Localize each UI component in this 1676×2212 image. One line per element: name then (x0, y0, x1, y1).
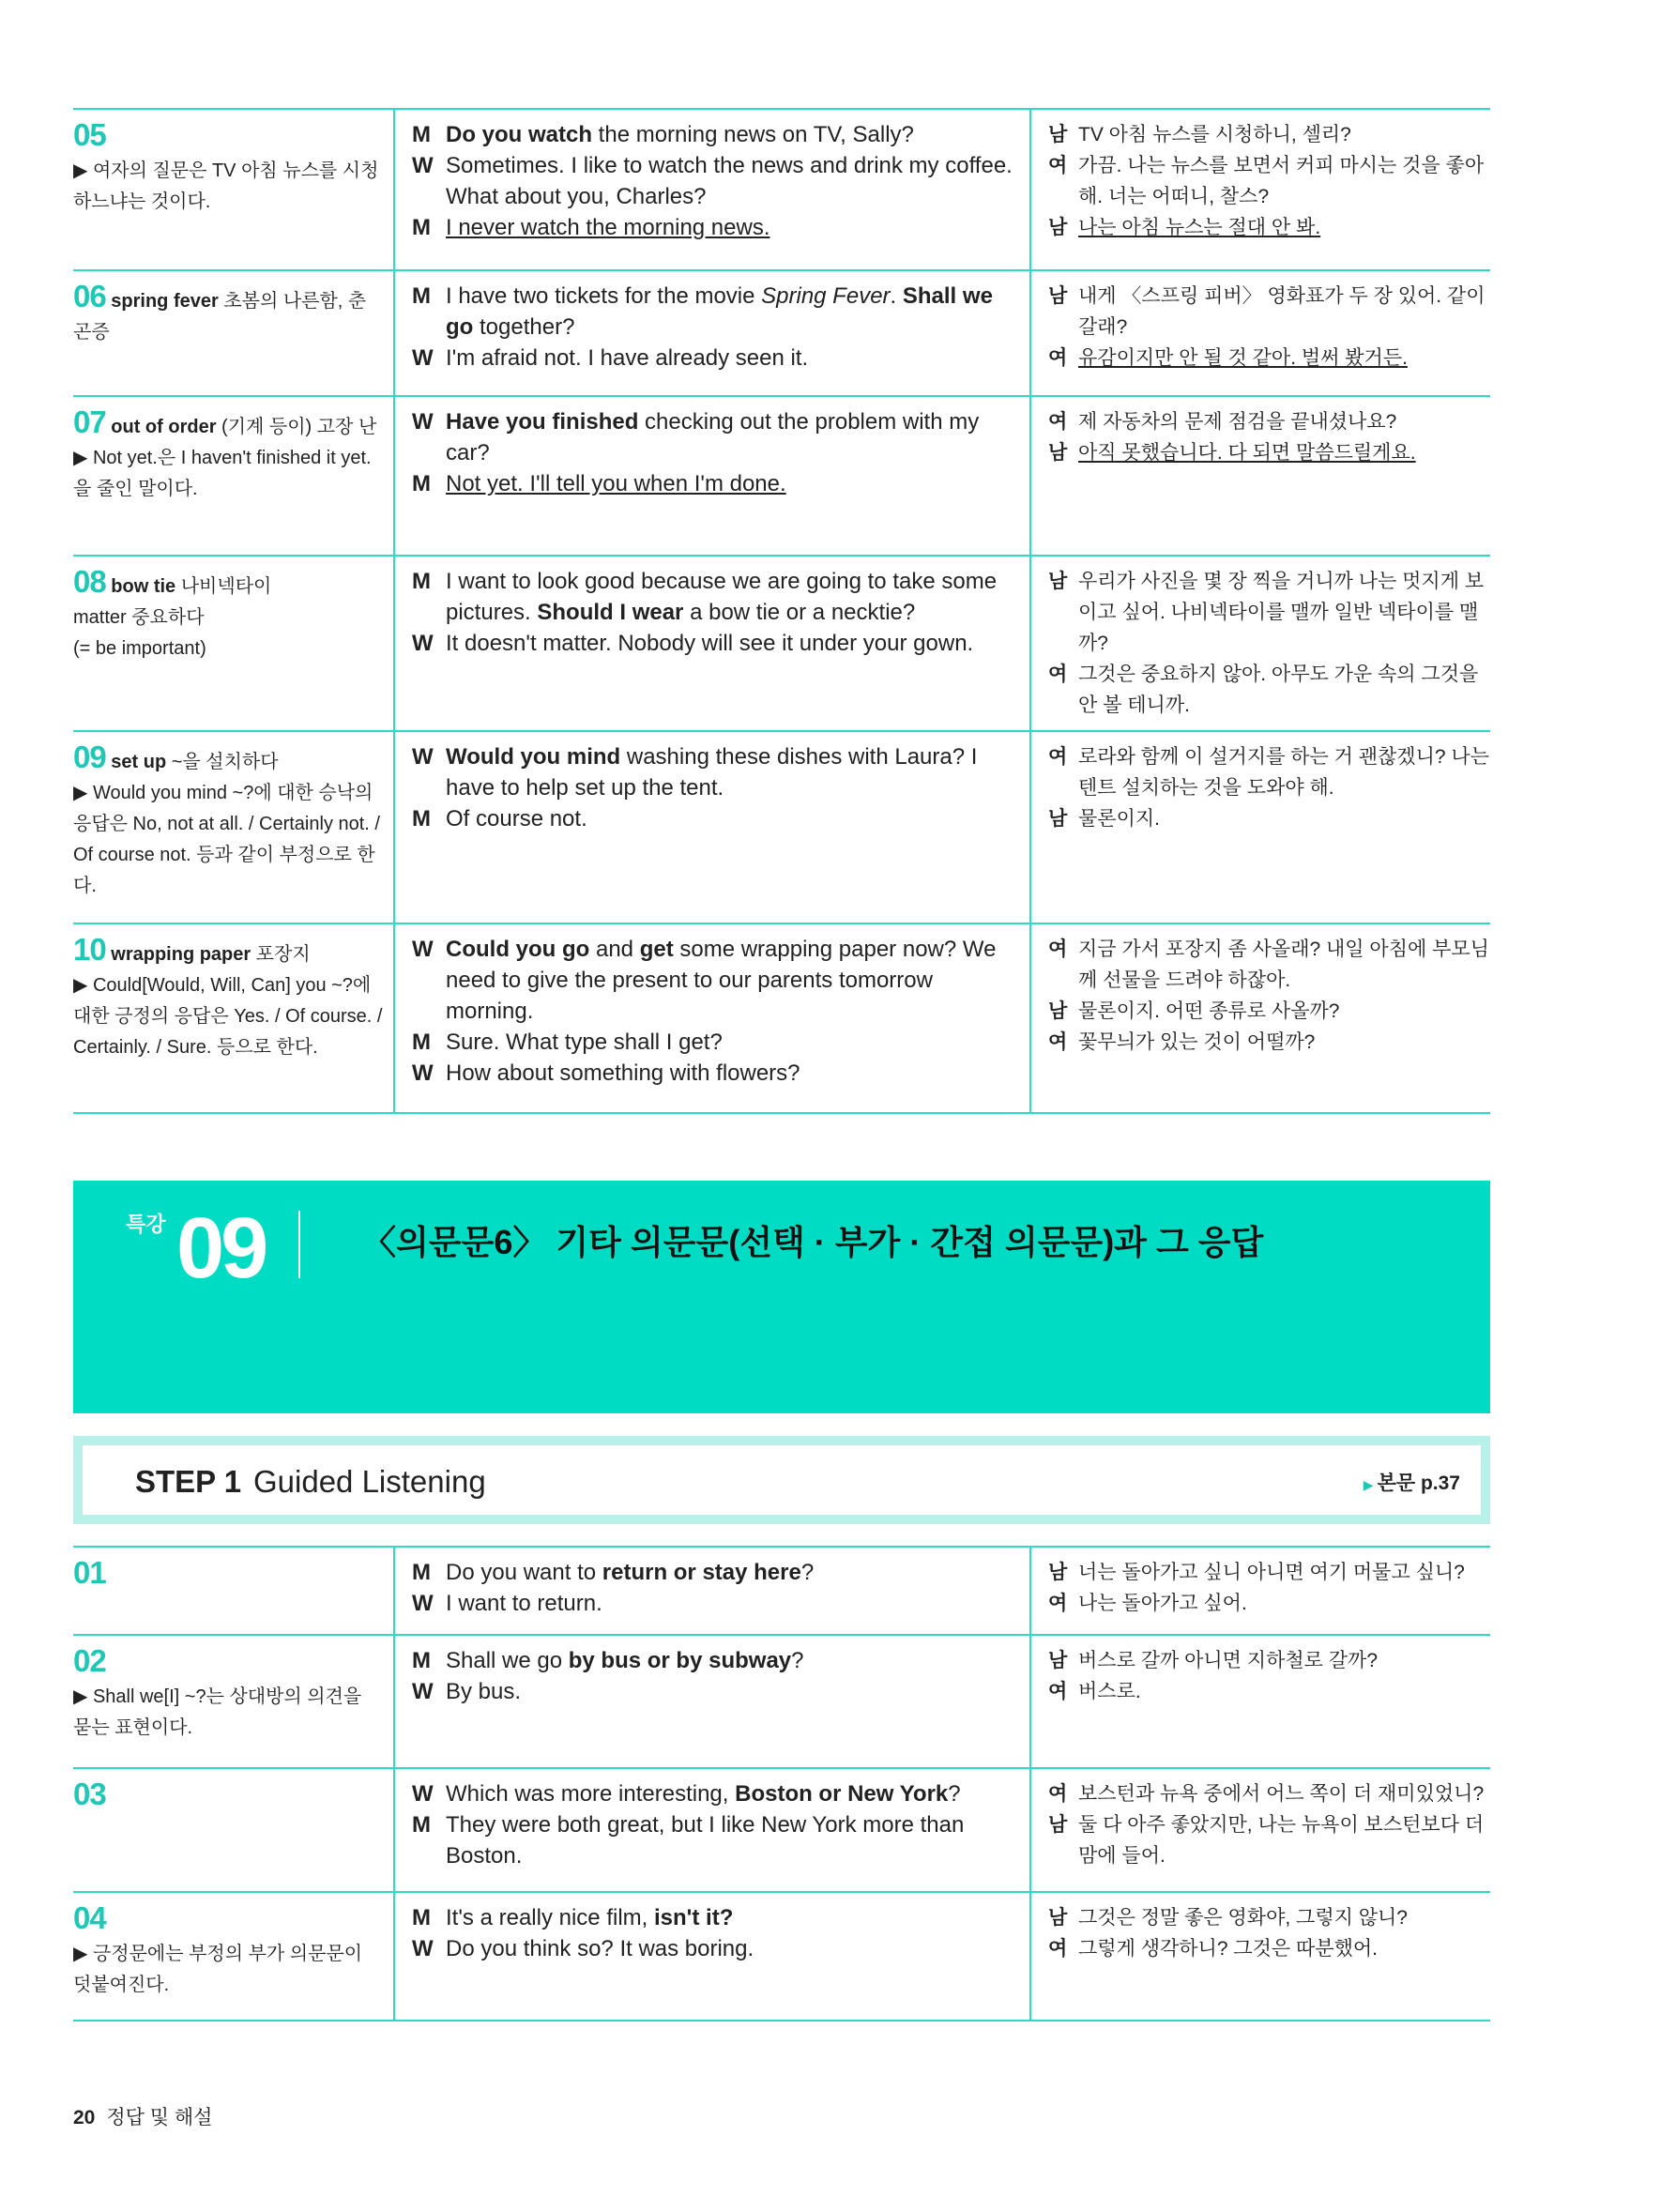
translation-text (1078, 1588, 1490, 1619)
step-label: STEP 1 (135, 1464, 242, 1499)
dialogue-cell (395, 732, 1031, 923)
text-segment: Sure. What type shall I get? (446, 1030, 723, 1055)
text-segment: 아직 못했습니다. 다 되면 말씀드릴게요. (1078, 442, 1416, 464)
dialogue-text (446, 1809, 1016, 1871)
item-head (73, 119, 384, 156)
speaker-label: W (412, 937, 434, 962)
translation-cell (1031, 732, 1490, 923)
text-segment: Shall we go (446, 283, 993, 340)
speaker-label: 남 (1048, 1000, 1068, 1022)
dialogue-text (446, 803, 1016, 834)
text-segment: together? (473, 314, 575, 340)
note-cell (73, 271, 395, 395)
speaker-label: 남 (1048, 1562, 1068, 1583)
dialogue-line (412, 1027, 1016, 1058)
dialogue-line (412, 1645, 1016, 1676)
speaker-label: 여 (1048, 1938, 1068, 1960)
translation-line (1048, 566, 1490, 659)
text-segment: 내게 〈스프링 피버〉 영화표가 두 장 있어. 같이 갈래? (1078, 285, 1486, 338)
dialogue-text (446, 1588, 1016, 1619)
text-segment: 나는 아침 뉴스는 절대 안 봐. (1078, 217, 1321, 238)
translation-line (1048, 1027, 1490, 1058)
speaker-label: 여 (1048, 1031, 1068, 1053)
item-number: 04 (73, 1900, 106, 1935)
text-segment: 그렇게 생각하니? 그것은 따분했어. (1078, 1938, 1379, 1960)
speaker-label: M (412, 283, 431, 309)
speaker-label: 남 (1048, 1907, 1068, 1929)
speaker-label: 남 (1048, 1650, 1068, 1671)
text-segment: Have you finished (446, 409, 639, 435)
dialogue-line (412, 150, 1016, 212)
text-segment: I'm afraid not. I have already seen it. (446, 345, 809, 371)
vocab-term: set up (105, 752, 167, 772)
table-row (73, 395, 1490, 555)
text-segment: 둘 다 아주 좋았지만, 나는 뉴욕이 보스턴보다 더 맘에 들어. (1078, 1814, 1485, 1867)
vocab-gloss: (기계 등이) 고장 난 (216, 417, 377, 437)
translation-cell (1031, 924, 1490, 1112)
note-cell (73, 397, 395, 555)
item-number: 02 (73, 1643, 106, 1678)
translation-cell (1031, 1548, 1490, 1634)
text-segment: 그것은 중요하지 않아. 아무도 가운 속의 그것을 안 볼 테니까. (1078, 664, 1479, 716)
translation-line (1048, 1809, 1490, 1871)
text-segment: Would you mind (446, 744, 621, 770)
speaker-label: M (412, 471, 431, 496)
translation-text (1078, 119, 1490, 150)
item-number: 08 (73, 564, 106, 599)
speaker-label: 여 (1048, 664, 1068, 685)
text-segment: How about something with flowers? (446, 1060, 800, 1086)
speaker-label: 여 (1048, 1681, 1068, 1702)
note-cell (73, 1548, 395, 1634)
text-segment: Of course not. (446, 806, 587, 831)
text-segment: checking out the problem with my car? (446, 409, 980, 465)
dialogue-cell (395, 1548, 1031, 1634)
speaker-label: W (412, 744, 434, 770)
translation-text (1078, 1027, 1490, 1058)
text-segment: 제 자동차의 문제 점검을 끝내셨나요? (1078, 411, 1397, 433)
dialogue-line (412, 1809, 1016, 1871)
speaker-label: M (412, 1812, 431, 1838)
speaker-label: W (412, 409, 434, 435)
dialogue-text (446, 1027, 1016, 1058)
translation-line (1048, 1778, 1490, 1809)
text-segment: I never watch the morning news. (446, 215, 770, 240)
lecture-label: 특강 (126, 1213, 166, 1236)
text-segment: washing these dishes with Laura? I have to help set up the tent. (446, 744, 978, 801)
table-row (73, 555, 1490, 730)
text-segment: Not yet. I'll tell you when I'm done. (446, 471, 786, 496)
speaker-label: 여 (1048, 1783, 1068, 1805)
note-cell (73, 1893, 395, 2020)
dialogue-cell (395, 1893, 1031, 2020)
speaker-label: 여 (1048, 347, 1068, 369)
speaker-label: W (412, 345, 434, 371)
dialogue-line (412, 741, 1016, 803)
table-row (73, 108, 1490, 269)
text-segment: the morning news on TV, Sally? (592, 122, 914, 147)
speaker-label: W (412, 153, 434, 178)
text-segment: Sometimes. I like to watch the news and drink my coffee. What about you, Charles? (446, 153, 1013, 209)
table-row (73, 923, 1490, 1114)
vocab-gloss: 포장지 (251, 944, 311, 965)
dialogue-text (446, 406, 1016, 468)
vocab-term: out of order (105, 417, 217, 437)
translation-text (1078, 659, 1490, 721)
text-segment: Do you want to (446, 1560, 602, 1585)
dialogue-line (412, 1933, 1016, 1964)
dialogue-line (412, 212, 1016, 243)
dialogue-text (446, 150, 1016, 212)
dialogue-cell (395, 1636, 1031, 1767)
vocab-gloss: 나비넥타이 (175, 576, 272, 597)
translation-line (1048, 1645, 1490, 1676)
speaker-label: W (412, 1591, 434, 1616)
text-segment: It doesn't matter. Nobody will see it under your gown. (446, 631, 974, 656)
item-number: 01 (73, 1555, 106, 1590)
translation-text (1078, 996, 1490, 1027)
translation-text (1078, 437, 1490, 468)
explanation-note: matter 중요하다 (73, 607, 205, 628)
speaker-label: 여 (1048, 155, 1068, 176)
dialogue-text (446, 1933, 1016, 1964)
note-cell (73, 1636, 395, 1767)
translation-cell (1031, 271, 1490, 395)
text-segment: I have two tickets for the movie (446, 283, 762, 309)
text-segment: It's a really nice film, (446, 1905, 654, 1930)
speaker-label: 남 (1048, 571, 1068, 592)
explanation-note: ▶ Would you mind ~?에 대한 승낙의 응답은 No, not at all. / Certainly not. / Of course not. 등과 같이 부정으로 한다. (73, 783, 380, 896)
text-segment: Should I wear (537, 600, 684, 625)
dialogue-line (412, 119, 1016, 150)
dialogue-line (412, 1588, 1016, 1619)
dialogue-line (412, 566, 1016, 628)
dialogue-cell (395, 557, 1031, 730)
text-segment: some wrapping paper now? We need to give the present to our parents tomorrow morning. (446, 937, 997, 1024)
vocab-term: bow tie (105, 576, 176, 597)
dialogue-text (446, 1058, 1016, 1089)
text-segment: Spring Fever (761, 283, 891, 309)
banner-divider (298, 1211, 300, 1278)
table-row (73, 1767, 1490, 1891)
translation-text (1078, 1778, 1490, 1809)
item-number: 07 (73, 404, 106, 439)
vocab-term: spring fever (105, 291, 219, 312)
dialogue-text (446, 934, 1016, 1027)
page-reference (1364, 1468, 1460, 1496)
translation-line (1048, 343, 1490, 374)
dialogue-line (412, 628, 1016, 659)
table-row (73, 1546, 1490, 1634)
dialogue-text (446, 281, 1016, 343)
translation-line (1048, 659, 1490, 721)
speaker-label: M (412, 806, 431, 831)
step-header (73, 1436, 1490, 1524)
item-head (73, 1557, 384, 1594)
translation-line (1048, 741, 1490, 803)
translation-cell (1031, 1636, 1490, 1767)
text-segment: a bow tie or a necktie? (683, 600, 916, 625)
translation-line (1048, 1902, 1490, 1933)
dialogue-text (446, 343, 1016, 374)
item-head (73, 934, 384, 970)
dialogue-text (446, 1902, 1016, 1933)
dialogue-text (446, 1778, 1016, 1809)
footer-label: 정답 및 해설 (106, 2107, 213, 2128)
text-segment: by bus or by subway (568, 1648, 792, 1673)
dialogue-text (446, 566, 1016, 628)
dialogue-line (412, 406, 1016, 468)
text-segment: 나는 돌아가고 싶어. (1078, 1593, 1247, 1614)
translation-cell (1031, 1769, 1490, 1891)
speaker-label: M (412, 1030, 431, 1055)
text-segment: They were both great, but I like New York more than Boston. (446, 1812, 965, 1869)
dialogue-text (446, 1676, 1016, 1707)
translation-text (1078, 934, 1490, 996)
speaker-label: 남 (1048, 217, 1068, 238)
text-segment: Do you watch (446, 122, 593, 147)
item-head (73, 1778, 384, 1815)
note-cell (73, 924, 395, 1112)
note-cell (73, 557, 395, 730)
text-segment: Shall we go (446, 1648, 569, 1673)
text-segment: Which was more interesting, (446, 1781, 736, 1807)
explanation-note: ▶ Not yet.은 I haven't finished it yet.을 줄인 말이다. (73, 448, 372, 499)
text-segment: 버스로. (1078, 1681, 1141, 1702)
translation-cell (1031, 1893, 1490, 2020)
translation-text (1078, 281, 1490, 343)
step-title: Guided Listening (253, 1464, 486, 1499)
speaker-label: 남 (1048, 442, 1068, 464)
page-number: 20 (73, 2107, 96, 2128)
table-row (73, 730, 1490, 923)
translation-line (1048, 996, 1490, 1027)
lecture-banner (73, 1181, 1490, 1413)
dialogue-line (412, 343, 1016, 374)
explanation-note: ▶ Shall we[I] ~?는 상대방의 의견을 묻는 표현이다. (73, 1686, 362, 1738)
dialogue-text (446, 741, 1016, 803)
text-segment: 지금 가서 포장지 좀 사올래? 내일 아침에 부모님께 선물을 드려야 하잖아. (1078, 938, 1489, 991)
dialogue-cell (395, 271, 1031, 395)
item-head (73, 406, 384, 443)
translation-cell (1031, 397, 1490, 555)
translation-text (1078, 406, 1490, 437)
speaker-label: M (412, 122, 431, 147)
speaker-label: M (412, 569, 431, 594)
item-number: 05 (73, 117, 106, 152)
text-segment: 너는 돌아가고 싶니 아니면 여기 머물고 싶니? (1078, 1562, 1465, 1583)
translation-text (1078, 1676, 1490, 1707)
translation-text (1078, 1645, 1490, 1676)
speaker-label: 남 (1048, 285, 1068, 307)
explanation-note: ▶ Could[Would, Will, Can] you ~?에 대한 긍정의 응답은 Yes. / Of course. / Certainly. / Sure. 등으로 한다. (73, 975, 383, 1058)
translation-line (1048, 150, 1490, 212)
dialogue-text (446, 468, 1016, 499)
explanation-note: ▶ 긍정문에는 부정의 부가 의문문이 덧붙여진다. (73, 1944, 363, 1995)
speaker-label: M (412, 215, 431, 240)
text-segment: 꽃무늬가 있는 것이 어떨까? (1078, 1031, 1316, 1053)
table-row (73, 1634, 1490, 1767)
translation-text (1078, 1557, 1490, 1588)
speaker-label: 남 (1048, 1814, 1068, 1836)
translation-line (1048, 119, 1490, 150)
translation-line (1048, 1557, 1490, 1588)
item-head (73, 1645, 384, 1682)
speaker-label: 남 (1048, 808, 1068, 830)
item-head (73, 566, 384, 603)
triangle-icon: ▶ (1363, 1477, 1374, 1492)
text-segment: and (589, 937, 640, 962)
vocab-term: wrapping paper (105, 944, 251, 965)
vocab-gloss: 초봄의 나른함, 춘곤증 (73, 291, 367, 343)
translation-text (1078, 150, 1490, 212)
speaker-label: M (412, 1648, 431, 1673)
text-segment: I want to look good because we are going to take some pictures. (446, 569, 998, 625)
text-segment: By bus. (446, 1679, 522, 1704)
text-segment: TV 아침 뉴스를 시청하니, 셀리? (1078, 124, 1351, 145)
translation-line (1048, 803, 1490, 834)
table-row (73, 269, 1490, 395)
speaker-label: 여 (1048, 411, 1068, 433)
speaker-label: 여 (1048, 746, 1068, 768)
translation-line (1048, 934, 1490, 996)
translation-text (1078, 1902, 1490, 1933)
lecture-number: 09 (176, 1200, 266, 1296)
text-segment: return or stay here (602, 1560, 801, 1585)
translation-line (1048, 212, 1490, 243)
item-number: 10 (73, 932, 106, 967)
explanation-note: ▶ 여자의 질문은 TV 아침 뉴스를 시청하느냐는 것이다. (73, 160, 379, 212)
dialogue-cell (395, 924, 1031, 1112)
dialogue-text (446, 1557, 1016, 1588)
item-head (73, 1902, 384, 1939)
text-segment: I want to return. (446, 1591, 602, 1616)
text-segment: ? (800, 1560, 815, 1585)
speaker-label: W (412, 1060, 434, 1086)
text-segment: 물론이지. (1078, 808, 1160, 830)
dialogue-text (446, 628, 1016, 659)
dialogue-line (412, 1778, 1016, 1809)
translation-line (1048, 1676, 1490, 1707)
dialogue-line (412, 1902, 1016, 1933)
speaker-label: 남 (1048, 124, 1068, 145)
translation-line (1048, 1588, 1490, 1619)
dialogue-line (412, 468, 1016, 499)
translation-text (1078, 741, 1490, 803)
text-segment: Could you go (446, 937, 590, 962)
vocab-gloss: ~을 설치하다 (166, 752, 279, 772)
translation-text (1078, 343, 1490, 374)
translation-cell (1031, 557, 1490, 730)
item-head (73, 741, 384, 778)
note-cell (73, 732, 395, 923)
translation-text (1078, 566, 1490, 659)
table-row (73, 1891, 1490, 2021)
text-segment: 보스턴과 뉴욕 중에서 어느 쪽이 더 재미있었니? (1078, 1783, 1485, 1805)
answer-table-top (73, 108, 1490, 1114)
dialogue-text (446, 119, 1016, 150)
answer-table-bottom (73, 1546, 1490, 2021)
dialogue-cell (395, 397, 1031, 555)
text-segment: isn't it? (653, 1905, 734, 1930)
speaker-label: W (412, 1679, 434, 1704)
text-segment: ? (948, 1781, 961, 1807)
text-segment: . (890, 283, 903, 309)
dialogue-line (412, 281, 1016, 343)
item-number: 06 (73, 279, 106, 313)
text-segment: 그것은 정말 좋은 영화야, 그렇지 않니? (1078, 1907, 1408, 1929)
text-segment: 버스로 갈까 아니면 지하철로 갈까? (1078, 1650, 1379, 1671)
page-footer (73, 2102, 212, 2130)
note-cell (73, 110, 395, 269)
item-number: 03 (73, 1777, 106, 1811)
translation-cell (1031, 110, 1490, 269)
text-segment: Boston or New York (735, 1781, 949, 1807)
translation-line (1048, 1933, 1490, 1964)
text-segment: 가끔. 나는 뉴스를 보면서 커피 마시는 것을 좋아해. 너는 어떠니, 찰스? (1078, 155, 1485, 207)
dialogue-line (412, 803, 1016, 834)
speaker-label: W (412, 1781, 434, 1807)
text-segment: 우리가 사진을 몇 장 찍을 거니까 나는 멋지게 보이고 싶어. 나비넥타이를 맬까 일반 넥타이를 맬까? (1078, 571, 1485, 654)
dialogue-cell (395, 1769, 1031, 1891)
translation-text (1078, 212, 1490, 243)
note-cell (73, 1769, 395, 1891)
translation-line (1048, 406, 1490, 437)
dialogue-text (446, 212, 1016, 243)
item-head (73, 281, 384, 348)
text-segment: Do you think so? It was boring. (446, 1936, 754, 1961)
dialogue-line (412, 934, 1016, 1027)
speaker-label: 여 (1048, 938, 1068, 960)
speaker-label: W (412, 631, 434, 656)
speaker-label: M (412, 1905, 431, 1930)
item-number: 09 (73, 740, 106, 774)
dialogue-line (412, 1058, 1016, 1089)
speaker-label: M (412, 1560, 431, 1585)
text-segment: 유감이지만 안 될 것 같아. 벌써 봤거든. (1078, 347, 1408, 369)
dialogue-cell (395, 110, 1031, 269)
dialogue-line (412, 1557, 1016, 1588)
translation-line (1048, 437, 1490, 468)
speaker-label: W (412, 1936, 434, 1961)
dialogue-text (446, 1645, 1016, 1676)
translation-text (1078, 803, 1490, 834)
translation-text (1078, 1809, 1490, 1871)
translation-line (1048, 281, 1490, 343)
text-segment: get (639, 937, 674, 962)
translation-text (1078, 1933, 1490, 1964)
text-segment: ? (791, 1648, 804, 1673)
dialogue-line (412, 1676, 1016, 1707)
lecture-title: 〈의문문6〉 기타 의문문(선택 · 부가 · 간접 의문문)과 그 응답 (362, 1223, 1264, 1261)
explanation-note: (= be important) (73, 638, 206, 659)
text-segment: 로라와 함께 이 설거지를 하는 거 괜찮겠니? 나는 텐트 설치하는 것을 도와야 해. (1078, 746, 1489, 799)
page-reference-text: 본문 p.37 (1377, 1472, 1460, 1494)
speaker-label: 여 (1048, 1593, 1068, 1614)
text-segment: 물론이지. 어떤 종류로 사올까? (1078, 1000, 1340, 1022)
